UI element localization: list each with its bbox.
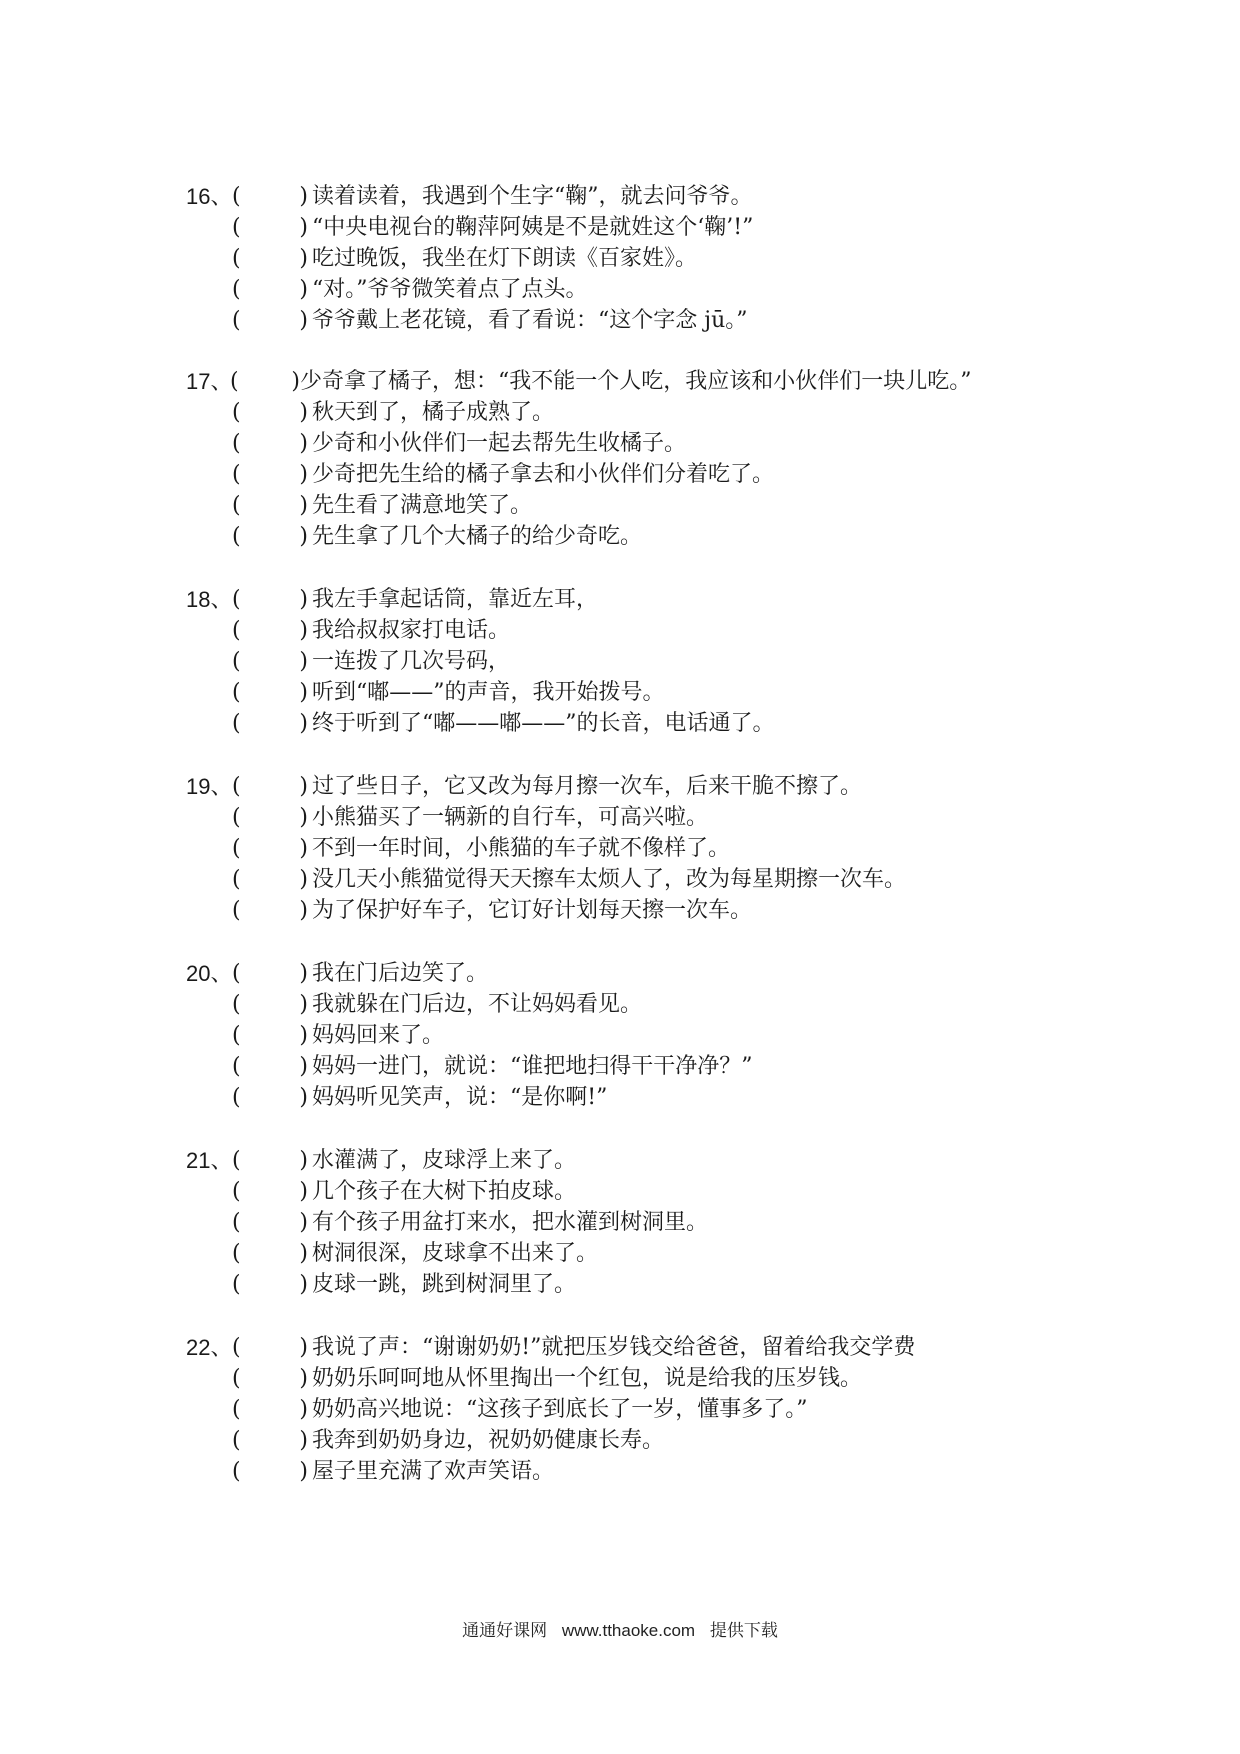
sentence-text: 我奔到奶奶身边，祝奶奶健康长寿。: [312, 1428, 665, 1453]
sentence-text: “中央电视台的鞠萍阿姨是不是就姓这个‘鞠’!”: [312, 215, 754, 240]
sentence-text: 秋天到了，橘子成熟了。: [312, 400, 555, 425]
question-line: [186, 802, 1186, 833]
sentence-text: 奶奶乐呵呵地从怀里掏出一个红包，说是给我的压岁钱。: [312, 1366, 863, 1391]
question-line: [186, 397, 1186, 428]
question-number: 17、: [186, 369, 233, 394]
sentence-text: 我在门后边笑了。: [312, 961, 489, 986]
answer-blank[interactable]: ( ): [232, 1023, 308, 1048]
question-line: [186, 1269, 1186, 1300]
question-17: [186, 366, 1186, 552]
sentence-text: 少奇拿了橘子，想：“我不能一个人吃，我应该和小伙伴们一块儿吃。”: [300, 369, 972, 394]
answer-blank[interactable]: ( ): [232, 992, 308, 1017]
answer-blank[interactable]: ( ): [232, 649, 308, 674]
sentence-text: 没几天小熊猫觉得天天擦车太烦人了，改为每星期擦一次车。: [312, 867, 907, 892]
answer-blank[interactable]: ( ): [232, 867, 308, 892]
sentence-text: 读着读着，我遇到个生字“鞠”，就去问爷爷。: [312, 184, 753, 209]
question-number: 22、: [186, 1335, 233, 1360]
sentence-text: 少奇把先生给的橘子拿去和小伙伴们分着吃了。: [312, 462, 775, 487]
sentence-text: 我说了声：“谢谢奶奶!”就把压岁钱交给爸爸，留着给我交学费: [312, 1335, 916, 1360]
question-line: [186, 274, 1186, 305]
question-20: [186, 958, 1186, 1113]
question-line: [186, 1020, 1186, 1051]
answer-blank[interactable]: ( ): [232, 1459, 308, 1484]
question-19: [186, 771, 1186, 926]
answer-blank[interactable]: ( ): [232, 587, 308, 612]
question-line: [186, 1363, 1186, 1394]
answer-blank[interactable]: ( ): [232, 277, 308, 302]
answer-blank[interactable]: ( ): [232, 308, 308, 333]
sentence-text: 吃过晚饭，我坐在灯下朗读《百家姓》。: [312, 246, 698, 271]
question-line: [186, 428, 1186, 459]
sentence-text: 我就躲在门后边，不让妈妈看见。: [312, 992, 643, 1017]
answer-blank[interactable]: ( ): [230, 369, 300, 394]
question-number: 16、: [186, 184, 233, 209]
question-line: [186, 1145, 1186, 1176]
sentence-text: 小熊猫买了一辆新的自行车，可高兴啦。: [312, 805, 709, 830]
footer-suffix: 提供下载: [709, 1621, 778, 1640]
sentence-text: 妈妈一进门，就说：“谁把地扫得干干净净？”: [312, 1054, 753, 1079]
answer-blank[interactable]: ( ): [232, 462, 308, 487]
footer-url-link[interactable]: www.tthaoke.com: [561, 1621, 696, 1640]
sentence-text: 为了保护好车子，它订好计划每天擦一次车。: [312, 898, 753, 923]
sentence-text: 树洞很深，皮球拿不出来了。: [312, 1241, 599, 1266]
question-line: [186, 958, 1186, 989]
question-21: [186, 1145, 1186, 1300]
question-line: [186, 677, 1186, 708]
question-16: [186, 181, 1186, 336]
question-line: [186, 1207, 1186, 1238]
sentence-text: 听到“嘟——”的声音，我开始拨号。: [312, 680, 665, 705]
answer-blank[interactable]: ( ): [232, 493, 308, 518]
answer-blank[interactable]: ( ): [232, 1179, 308, 1204]
answer-blank[interactable]: ( ): [232, 1366, 308, 1391]
answer-blank[interactable]: ( ): [232, 1397, 308, 1422]
sentence-text: 水灌满了，皮球浮上来了。: [312, 1148, 577, 1173]
question-line: [186, 1332, 1186, 1363]
question-18: [186, 584, 1186, 739]
question-line: [186, 584, 1186, 615]
sentence-text: 奶奶高兴地说：“这孩子到底长了一岁，懂事多了。”: [312, 1397, 808, 1422]
question-line: [186, 1176, 1186, 1207]
question-line: [186, 1238, 1186, 1269]
question-line: [186, 708, 1186, 739]
sentence-text: 几个孩子在大树下拍皮球。: [312, 1179, 577, 1204]
sentence-text: 妈妈回来了。: [312, 1023, 445, 1048]
answer-blank[interactable]: ( ): [232, 246, 308, 271]
page-footer: [0, 1616, 1240, 1641]
sentence-text: 我给叔叔家打电话。: [312, 618, 511, 643]
question-line: [186, 1051, 1186, 1082]
sentence-text: 不到一年时间，小熊猫的车子就不像样了。: [312, 836, 731, 861]
question-line: [186, 989, 1186, 1020]
answer-blank[interactable]: ( ): [232, 1428, 308, 1453]
sentence-text: 先生看了满意地笑了。: [312, 493, 533, 518]
question-line: [186, 305, 1186, 336]
question-line: [186, 212, 1186, 243]
question-line: [186, 366, 1186, 397]
sentence-text: 过了些日子，它又改为每月擦一次车，后来干脆不擦了。: [312, 774, 863, 799]
sentence-text: 我左手拿起话筒，靠近左耳，: [312, 587, 599, 612]
sentence-text: 屋子里充满了欢声笑语。: [312, 1459, 555, 1484]
answer-blank[interactable]: ( ): [232, 215, 308, 240]
answer-blank[interactable]: ( ): [232, 1085, 308, 1110]
sentence-text: 先生拿了几个大橘子的给少奇吃。: [312, 524, 643, 549]
sentence-text: 有个孩子用盆打来水，把水灌到树洞里。: [312, 1210, 709, 1235]
question-line: [186, 1425, 1186, 1456]
answer-blank[interactable]: ( ): [232, 1241, 308, 1266]
answer-blank[interactable]: ( ): [232, 1335, 308, 1360]
question-line: [186, 490, 1186, 521]
question-line: [186, 1394, 1186, 1425]
answer-blank[interactable]: ( ): [232, 400, 308, 425]
question-22: [186, 1332, 1186, 1487]
answer-blank[interactable]: ( ): [232, 184, 308, 209]
sentence-text: 一连拨了几次号码，: [312, 649, 511, 674]
question-line: [186, 1456, 1186, 1487]
question-number: 18、: [186, 587, 233, 612]
answer-blank[interactable]: ( ): [232, 1210, 308, 1235]
question-line: [186, 1082, 1186, 1113]
answer-blank[interactable]: ( ): [232, 836, 308, 861]
question-line: [186, 181, 1186, 212]
question-line: [186, 646, 1186, 677]
answer-blank[interactable]: ( ): [232, 961, 308, 986]
sentence-text: 爷爷戴上老花镜，看了看说：“这个字念 jū。”: [312, 308, 748, 333]
sentence-text: 少奇和小伙伴们一起去帮先生收橘子。: [312, 431, 687, 456]
answer-blank[interactable]: ( ): [232, 680, 308, 705]
answer-blank[interactable]: ( ): [232, 898, 308, 923]
answer-blank[interactable]: ( ): [232, 805, 308, 830]
answer-blank[interactable]: ( ): [232, 1272, 308, 1297]
question-number: 21、: [186, 1148, 233, 1173]
question-line: [186, 864, 1186, 895]
footer-site-name: 通通好课网: [462, 1621, 548, 1640]
answer-blank[interactable]: ( ): [232, 1148, 308, 1173]
sentence-text: “对。”爷爷微笑着点了点头。: [312, 277, 588, 302]
sentence-text: 妈妈听见笑声，说：“是你啊!”: [312, 1085, 608, 1110]
answer-blank[interactable]: ( ): [232, 774, 308, 799]
question-number: 20、: [186, 961, 233, 986]
answer-blank[interactable]: ( ): [232, 524, 308, 549]
question-line: [186, 771, 1186, 802]
question-line: [186, 615, 1186, 646]
answer-blank[interactable]: ( ): [232, 1054, 308, 1079]
answer-blank[interactable]: ( ): [232, 431, 308, 456]
answer-blank[interactable]: ( ): [232, 711, 308, 736]
question-line: [186, 243, 1186, 274]
question-line: [186, 833, 1186, 864]
sentence-text: 皮球一跳，跳到树洞里了。: [312, 1272, 577, 1297]
sentence-text: 终于听到了“嘟——嘟——”的长音，电话通了。: [312, 711, 775, 736]
question-line: [186, 521, 1186, 552]
question-line: [186, 895, 1186, 926]
question-line: [186, 459, 1186, 490]
answer-blank[interactable]: ( ): [232, 618, 308, 643]
question-number: 19、: [186, 774, 233, 799]
